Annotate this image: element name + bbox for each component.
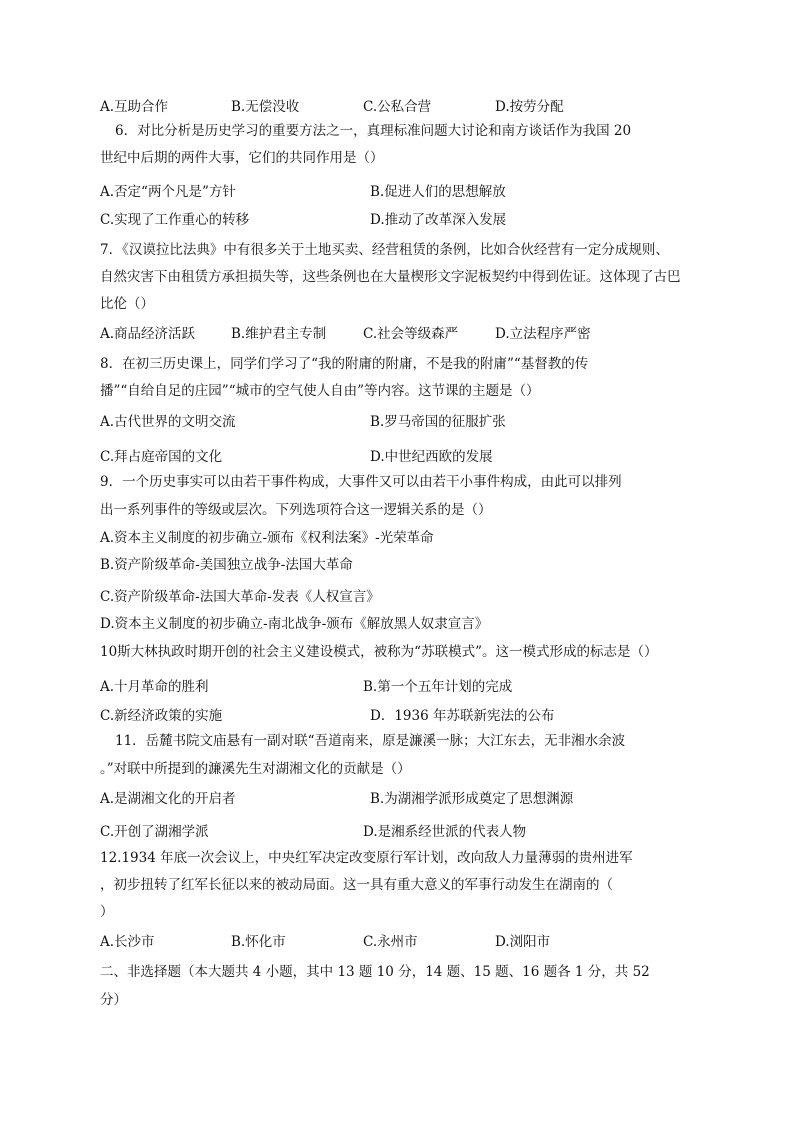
- q5-option-b: B.无偿没收: [231, 99, 300, 115]
- q8-option-b: B.罗马帝国的征服扩张: [370, 414, 506, 430]
- q7-option-b: B.维护君主专制: [231, 326, 327, 342]
- q11-option-c: C.开创了湖湘学派: [100, 824, 209, 840]
- q6-stem-line-2: 世纪中后期的两件大事，它们的共同作用是（）: [100, 150, 384, 166]
- q8-option-c: C.拜占庭帝国的文化: [100, 449, 223, 465]
- q7-option-d: D.立法程序严密: [495, 326, 591, 342]
- q9-option-c: C.资产阶级革命-法国大革命-发表《人权宣言》: [100, 589, 380, 605]
- q12-stem-line-2: ，初步扭转了红军长征以来的被动局面。这一具有重大意义的军事行动发生在湖南的（: [100, 877, 613, 893]
- q8-option-a: A.古代世界的文明交流: [100, 414, 236, 430]
- q5-option-d: D.按劳分配: [495, 99, 564, 115]
- q11-option-b: B.为湖湘学派形成奠定了思想渊源: [370, 791, 574, 807]
- q9-option-b: B.资产阶级革命-美国独立战争-法国大革命: [100, 557, 353, 573]
- q8-option-d: D.中世纪西欧的发展: [370, 449, 493, 465]
- q5-option-c: C.公私合营: [363, 99, 432, 115]
- q10-option-d: D．1936 年苏联新宪法的公布: [370, 708, 555, 724]
- q10-option-a: A.十月革命的胜利: [100, 679, 209, 695]
- q7-stem-line-2: 自然灾害下由租赁方承担损失等，这些条例也在大量楔形文字泥板契约中得到佐证。这体现了古巴: [100, 269, 681, 285]
- q12-option-a: A.长沙市: [100, 934, 155, 950]
- q5-option-a: A.互助合作: [100, 99, 169, 115]
- q6-stem-line-1: 6．对比分析是历史学习的重要方法之一，真理标准问题大讨论和南方谈话作为我国 20: [115, 123, 632, 139]
- q12-stem-line-1: 12.1934 年底一次会议上，中央红军决定改变原行军计划，改向敌人力量薄弱的贵州进军: [100, 850, 633, 866]
- q6-option-d: D.推动了改革深入发展: [370, 212, 507, 228]
- q12-option-c: C.永州市: [363, 934, 418, 950]
- q8-stem-line-2: 播”“自给自足的庄园”“城市的空气使人自由”等内容。这节课的主题是（）: [100, 383, 540, 399]
- q9-option-d: D.资本主义制度的初步确立-南北战争-颁布《解放黑人奴隶宣言》: [100, 616, 489, 632]
- section-2-heading-line-2: 分）: [100, 992, 127, 1008]
- q11-stem-line-2: 。”对联中所提到的濂溪先生对湖湘文化的贡献是（）: [100, 761, 411, 777]
- q10-stem-line-1: 10斯大林执政时期开创的社会主义建设模式，被称为“苏联模式”。这一模式形成的标志是（）: [100, 644, 658, 660]
- q10-option-c: C.新经济政策的实施: [100, 708, 223, 724]
- q6-option-a: A.否定“两个凡是”方针: [100, 184, 236, 200]
- q7-option-a: A.商品经济活跃: [100, 326, 196, 342]
- q9-stem-line-2: 出一系列事件的等级或层次。下列选项符合这一逻辑关系的是（）: [100, 502, 492, 518]
- q7-option-c: C.社会等级森严: [363, 326, 459, 342]
- q11-option-d: D.是湘系经世派的代表人物: [363, 824, 527, 840]
- q8-stem-line-1: 8．在初三历史课上，同学们学习了“我的附庸的附庸，不是我的附庸”“基督教的传: [100, 356, 589, 372]
- q9-stem-line-1: 9．一个历史事实可以由若干事件构成，大事件又可以由若干小事件构成，由此可以排列: [100, 474, 622, 490]
- q6-option-c: C.实现了工作重心的转移: [100, 212, 250, 228]
- section-2-heading-line-1: 二、非选择题（本大题共 4 小题，其中 13 题 10 分，14 题、15 题、16 题各 1 分，共 52: [100, 964, 650, 980]
- q10-option-b: B.第一个五年计划的完成: [363, 679, 513, 695]
- q9-option-a: A.资本主义制度的初步确立-颁布《权利法案》-光荣革命: [100, 530, 434, 546]
- q11-stem-line-1: 11．岳麓书院文庙悬有一副对联“吾道南来，原是濂溪一脉；大江东去，无非湘水余波: [115, 733, 626, 749]
- q12-option-b: B.怀化市: [231, 934, 286, 950]
- q7-stem-line-3: 比伦（）: [100, 296, 154, 312]
- q11-option-a: A.是湖湘文化的开启者: [100, 791, 236, 807]
- q12-option-d: D.浏阳市: [495, 934, 551, 950]
- q6-option-b: B.促进人们的思想解放: [370, 184, 506, 200]
- q7-stem-line-1: 7．《汉谟拉比法典》中有很多关于土地买卖、经营租赁的条例，比如合伙经营有一定分成规则、: [100, 242, 669, 258]
- q12-stem-line-3: ）: [100, 904, 114, 920]
